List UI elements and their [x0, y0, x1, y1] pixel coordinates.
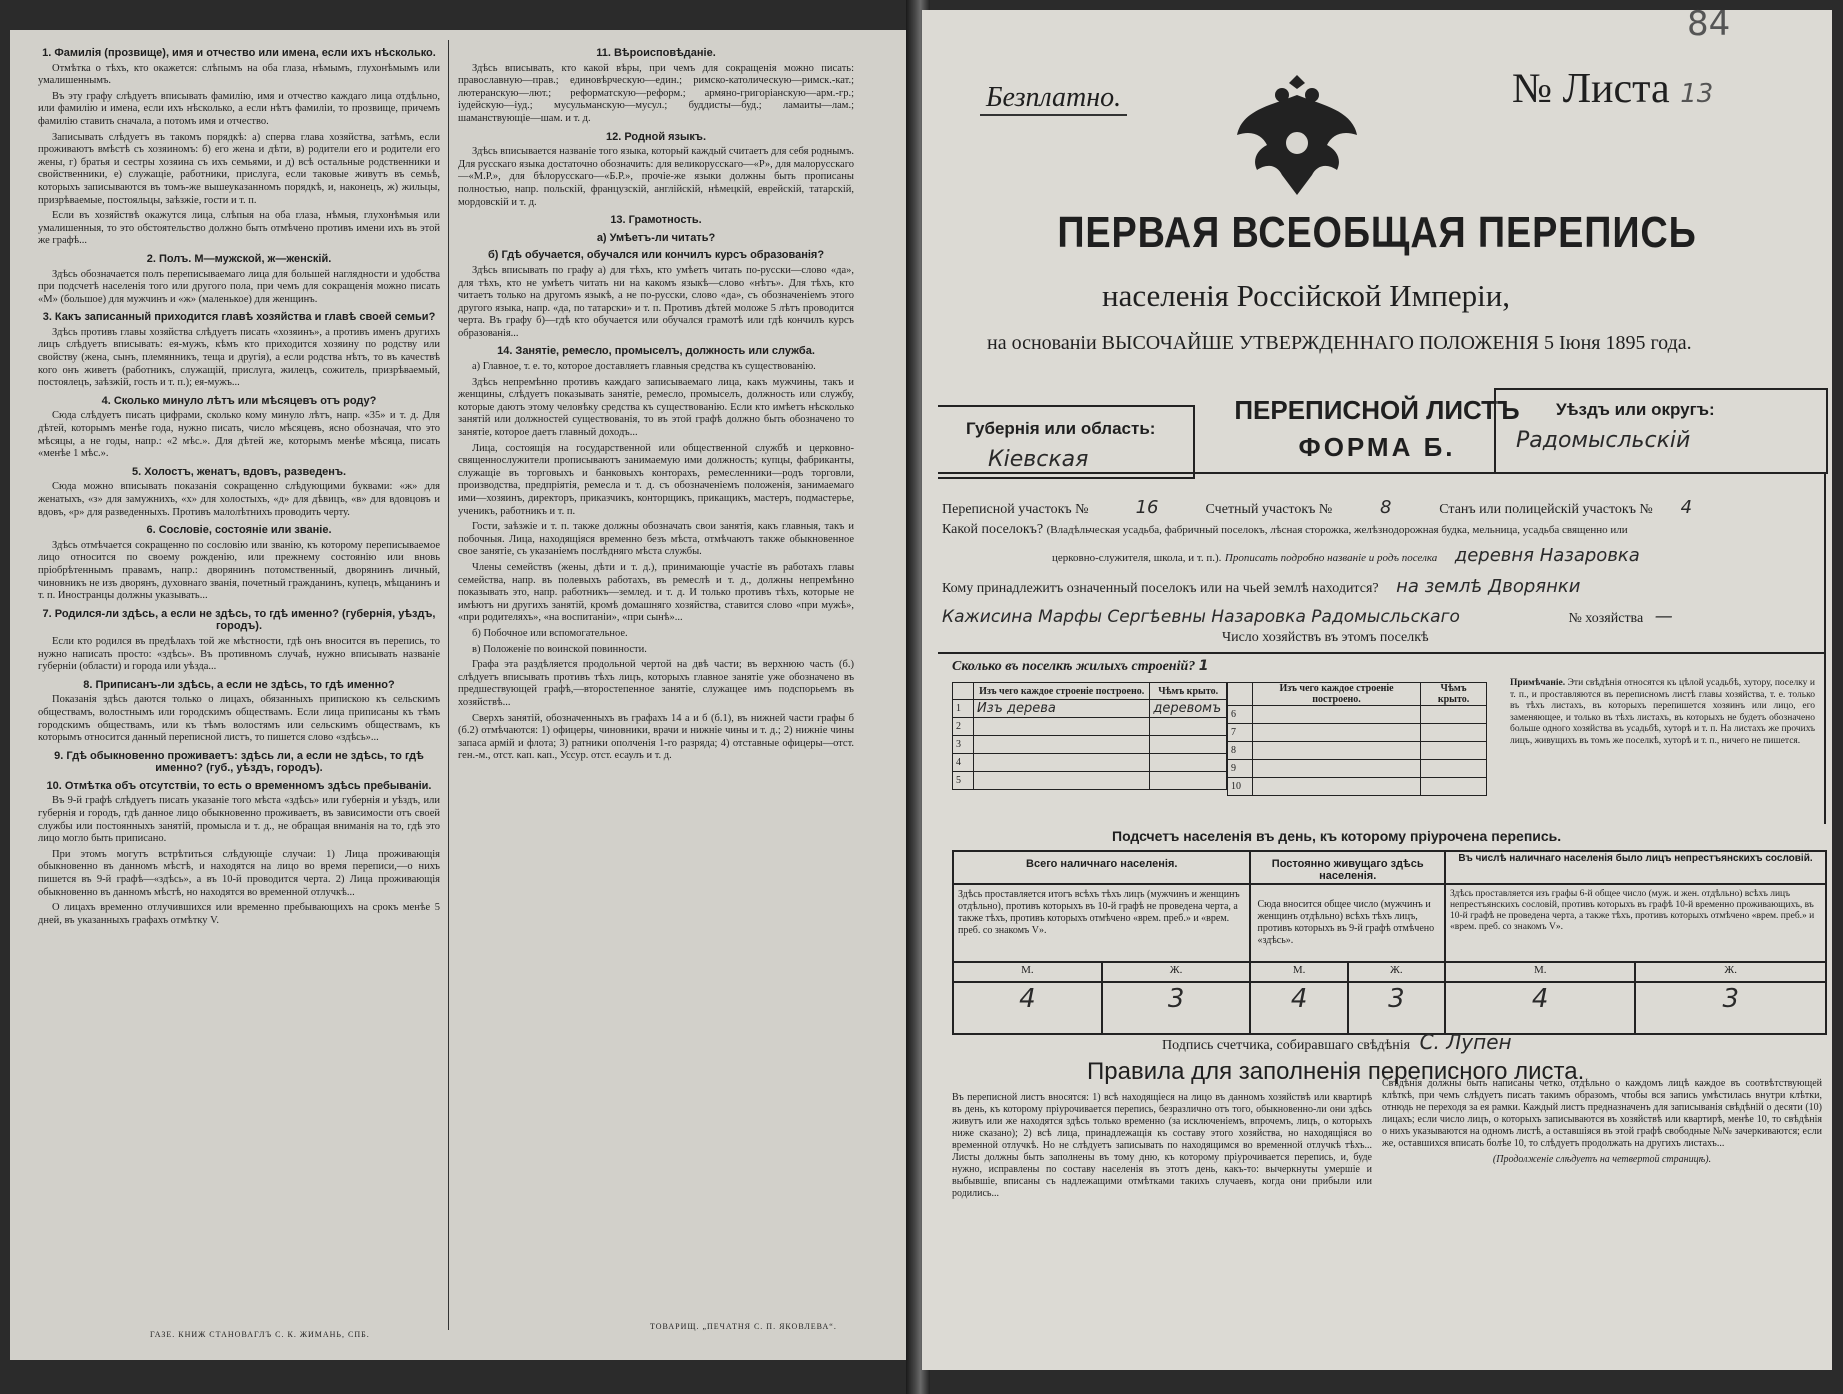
building-roof: [1150, 736, 1227, 754]
column-divider: [448, 40, 449, 1330]
instruction-paragraph: Сюда слѣдуетъ писать цифрами, сколько кому минуло лѣтъ, напр. «35» и т. д. Для дѣтей, которымъ менѣе года, нужно писать, число мѣсяцевъ, ясно обозначая, что это мѣсяцы, а не годы, напр.: «2 мѣс.». Для дѣтей же, которымъ менѣе мѣсяца, писать «менѣе 1 мѣс.».: [38, 410, 440, 460]
signature-label: Подпись счетчика, собиравшаго свѣдѣнія: [1162, 1038, 1411, 1053]
settlement-note: (Владѣльческая усадьба, фабричный поселокъ, лѣсная сторожка, желѣзнодорожная будка, мельница, усадьба священно или: [1046, 524, 1628, 536]
rules-right-column: [1382, 1078, 1822, 1348]
section-heading: 6. Сословіе, состояніе или званіе.: [146, 524, 332, 537]
roof-header: Чѣмъ крыто.: [1150, 683, 1227, 700]
building-number: 3: [953, 736, 974, 754]
instruction-paragraph: Лица, состоящія на государственной или общественной службѣ и церковно-священнослужители прописываютъ занимаемую ими должность; купцы, фабриканты, служащіе въ торговыхъ и банковыхъ конторахъ, ремесленники—родъ торговли, производства, предпріятія, ремесла и т. д. съ обозначеніемъ положенія, занимаемаго ими—хозяинъ, директоръ, приказчикъ, конторщикъ, прикащикъ, мастеръ, подмастерье, ученикъ, работникъ и т. п.: [458, 442, 854, 517]
instruction-paragraph: Здѣсь вписывать по графу а) для тѣхъ, кто умѣетъ читать по-русски—слово «да», для тѣхъ, кто не умѣетъ читать ни на какомъ языкѣ—слово «нѣтъ». Для тѣхъ, кто читаетъ только на другомъ языкѣ, а не по-русски, слово «да», съ обозначеніемъ этого другого языка, напр. «да, по татарски» и т. п. Противъ дѣтей моложе 5 лѣтъ проводится черта. Въ графу б)—гдѣ кто обучается или обучался грамотѣ или гдѣ кончилъ курсъ образованія...: [458, 264, 854, 339]
printer-footer-right: ТОВАРИЩ. „ПЕЧАТНЯ С. П. ЯКОВЛЕВА“.: [650, 1322, 837, 1331]
building-number: 5: [953, 772, 974, 790]
census-basis: на основаніи ВЫСОЧАЙШЕ УТВЕРЖДЕННАГО ПОЛОЖЕНІЯ 5 Іюня 1895 года.: [987, 332, 1692, 354]
building-number: 4: [953, 754, 974, 772]
households-count-label: Число хозяйствъ въ этомъ поселкѣ: [1222, 630, 1429, 645]
section-heading: 14. Занятіе, ремесло, промыселъ, должность или служба.: [497, 345, 815, 358]
nonpeasant-m-value: 4: [1445, 982, 1635, 1034]
instruction-paragraph: Здѣсь вписывать, кто какой вѣры, при чемъ для сокращенія можно писать: православную—прав.; единовѣрческую—един.; римско-католическую—римск.-кат.; лютеранскую—лют.; реформатскую—реформ.; армяно-григоріанскую—арм.-гр.; іудейскую—іуд.; мусульманскую—мусул.; буддисты—буд.; ламаиты—лам.; шаманствующіе—шам. и т. д.: [458, 62, 854, 124]
household-no-value: —: [1654, 606, 1673, 627]
census-district-label: Переписной участокъ №: [942, 502, 1089, 517]
instructions-column-1: [38, 42, 440, 1312]
instruction-paragraph: Здѣсь противъ главы хозяйства слѣдуетъ писать «хозяинъ», а противъ именъ другихъ лицъ слѣдуетъ вписывать: ея-мужъ, кѣмъ кто приходится хозяину по родству или свойству (жена, сынъ, племянникъ, теща и другія), а если родства нѣтъ, то въ качествѣ кого онъ живетъ (работникъ, служащій, прислуга, жилецъ, сожитель, призрѣваемый, постоялецъ, заѣзжій, гость и т. п.); ея-мужъ...: [38, 326, 440, 389]
building-material: [974, 736, 1150, 754]
police-district-value: 4: [1680, 497, 1693, 518]
location-row-5: [1222, 630, 1429, 646]
sheet-number: [1512, 65, 1713, 113]
building-number: 10: [1228, 778, 1253, 796]
nonpeasant-m-label: М.: [1445, 962, 1635, 982]
instruction-paragraph: Если въ хозяйствѣ окажутся лица, слѣпыя на оба глаза, нѣмыя, глухонѣмыя или умалишенныя, то это обстоятельство должно быть отмѣчено противъ имени ихъ въ этой же графѣ...: [38, 210, 440, 247]
uezd-box: [1494, 388, 1828, 474]
total-present-desc: Здѣсь проставляется итогъ всѣхъ тѣхъ лицъ (мужчинъ и женщинъ отдѣльно), противъ которыхъ въ 10-й графѣ не проведена черта, а также тѣхъ, противъ которыхъ отмѣчено «врем. преб.» и «врем. преб. со знакомъ V».: [953, 884, 1250, 962]
rules-title: Правила для заполненія переписного листа.: [1087, 1058, 1585, 1085]
instruction-paragraph: б) Побочное или вспомогательное.: [472, 627, 628, 639]
building-roof: [1150, 772, 1227, 790]
building-number: 6: [1228, 706, 1253, 724]
perm-zh-label: Ж.: [1348, 962, 1445, 982]
section-heading: 3. Какъ записанный приходится главѣ хозяйства и главѣ своей семьи?: [42, 311, 436, 324]
rules-right-text: Свѣдѣнія должны быть написаны четко, отдѣльно о каждомъ лицѣ каждое въ соотвѣтствующей клѣткѣ, при чемъ слѣдуетъ писать такимъ образомъ, чтобы вся запись умѣстилась внутри клѣтки, отнюдь не переходя за ея рамки. Каждый листъ предназначенъ для записыванія свѣдѣній о десяти (10) лицахъ; если число лицъ, о которыхъ записываются въ хозяйствѣ или квартирѣ, менѣе 10, то свѣдѣнія о нихъ указываются на одномъ листѣ, а оставшіяся въ этой графѣ свободные №№ зачеркиваются; если же, оставшихся вписать болѣе 10, то слѣдуетъ продолжать на другихъ листахъ...: [1382, 1078, 1822, 1149]
instruction-paragraph: в) Положеніе по воинской повинности.: [472, 643, 647, 655]
buildings-question: [952, 658, 1209, 675]
section-heading: 7. Родился-ли здѣсь, а если не здѣсь, то гдѣ именно? (губернія, уѣздъ, городъ).: [42, 607, 436, 633]
counting-district-value: 8: [1380, 497, 1392, 518]
buildings-note: [1510, 678, 1815, 747]
perm-zh-value: 3: [1348, 982, 1445, 1034]
signature-row: [1162, 1030, 1512, 1054]
instruction-paragraph: Здѣсь обозначается полъ переписываемаго лица для большей наглядности и удобства при подсчетѣ населенія того или другого пола, при чемъ для сокращенія можно писать «М» (большое) для мужчинъ и «ж» (маленькое) для женщинъ.: [38, 268, 440, 305]
building-material: [1253, 742, 1421, 760]
settlement-note-2: церковно-служителя, школа, и т. п.).: [1052, 552, 1222, 564]
owner-label: Кому принадлежитъ означенный поселокъ или на чьей землѣ находится?: [942, 581, 1379, 596]
note-title: Примѣчаніе.: [1510, 678, 1566, 688]
owner-value-2: Кажисина Марфы Сергѣевны Назаровка Радомысльскаго: [942, 607, 1460, 627]
uezd-value: Радомысльскій: [1516, 428, 1691, 453]
permanent-desc: Сюда вносится общее число (мужчинъ и женщинъ отдѣльно) всѣхъ тѣхъ лицъ, противъ которыхъ въ 9-й графѣ отмѣчено «здѣсь».: [1250, 884, 1445, 962]
sheet-number-value: 13: [1680, 79, 1714, 109]
sheet-title: ПЕРЕПИСНОЙ ЛИСТЪ: [1234, 395, 1520, 425]
location-row-4: [942, 606, 1673, 627]
archive-page-number: 84: [1687, 4, 1731, 44]
section-heading: 11. Вѣроисповѣданіе.: [596, 47, 716, 59]
material-header: Изъ чего каждое строеніе построено.: [974, 683, 1150, 700]
building-row: [1228, 724, 1487, 742]
instruction-paragraph: Сюда можно вписывать показанія сокращенно слѣдующими буквами: «ж» для женатыхъ, «з» для замужнихъ, «х» для холостыхъ, «д» для дѣвицъ, «в» для вдовцовъ и вдовъ, «р» для разведенныхъ. Противъ малолѣтнихъ проводить черту.: [38, 481, 440, 518]
material-header-2: Изъ чего каждое строеніе построено.: [1253, 683, 1421, 706]
instruction-paragraph: Записывать слѣдуетъ въ такомъ порядкѣ: а) сперва глава хозяйства, затѣмъ, если проживаютъ вмѣстѣ съ хозяиномъ: б) его жена и дѣти, в) родители его и родители его жены, г) братья и сестры хозяина съ ихъ семьями, и д) всѣ остальные родственники и свойственники, е) служащіе, работники, прислуга, если таковые живутъ въ семьѣ, которыхъ записываются въ томъ-же вышеуказанномъ порядкѣ, и, наконецъ, ж) жильцы, призрѣваемые, постояльцы, заѣзжіе, гости и т. п.: [38, 131, 440, 206]
census-district-value: 16: [1135, 497, 1159, 518]
building-row: [1228, 742, 1487, 760]
nonpeasant-zh-label: Ж.: [1635, 962, 1826, 982]
building-material: [974, 718, 1150, 736]
rules-continue: (Продолженіе слѣдуетъ на четвертой страницѣ).: [1492, 1154, 1712, 1165]
total-m-value: 4: [953, 982, 1102, 1034]
building-row: [953, 700, 1227, 718]
rules-left-column: Въ переписной листъ вносятся: 1) всѣ находящіеся на лицо въ данномъ хозяйствѣ или квартирѣ въ день, къ которому пріурочивается перепись, безразлично отъ того, обыкновенно-ли они здѣсь живутъ или же находятся здѣсь только временно (за исключеніемъ, впрочемъ, лицъ, о которыхъ ниже сказано); 2) всѣ лица, принадлежащія къ составу этого хозяйства, но находящіяся во временной отлучкѣ. Но не слѣдуетъ записывать по находящимся во временной отлучкѣ тѣхъ... Листы должны быть заполнены въ тому дню, къ которому пріурочивается перепись, и, буде нужно, исправлены по составу населенія въ этотъ день, какъ-то: вычеркнуты умершіе и выбывшіе, вписаны съ надлежащими отмѣтками такихъ случаевъ, когда они прибыли или родились...: [952, 1092, 1372, 1199]
building-number: 2: [953, 718, 974, 736]
building-roof: [1421, 724, 1487, 742]
population-count-table: [952, 850, 1827, 1035]
permanent-header: Постоянно живущаго здѣсь населенія.: [1250, 851, 1445, 884]
signature-value: С. Лупен: [1419, 1030, 1512, 1054]
instruction-paragraph: Отмѣтка о тѣхъ, кто окажется: слѣпымъ на оба глаза, нѣмымъ, глухонѣмымъ или умалишеннымъ.: [38, 62, 440, 87]
count-title: Подсчетъ населенія въ день, къ которому пріурочена перепись.: [1112, 828, 1562, 844]
instruction-paragraph: Если кто родился въ предѣлахъ той же мѣстности, гдѣ онъ вносится въ перепись, то нужно написать просто: «здѣсь». Въ противномъ случаѣ, нужно вписывать названіе губерніи (области) и города или уѣзда...: [38, 635, 440, 673]
census-title: ПЕРВАЯ ВСЕОБЩАЯ ПЕРЕПИСЬ: [1057, 208, 1697, 257]
section-heading: 4. Сколько минуло лѣтъ или мѣсяцевъ отъ роду?: [101, 394, 377, 407]
building-material: Изъ дерева: [974, 700, 1150, 718]
roof-header-2: Чѣмъ крыто.: [1421, 683, 1487, 706]
total-present-header: Всего наличнаго населенія.: [953, 851, 1250, 884]
total-zh-value: 3: [1102, 982, 1251, 1034]
non-peasant-desc: Здѣсь проставляется изъ графы 6-й общее число (муж. и жен. отдѣльно) всѣхъ лицъ непрестъянскихъ сословій, противъ которыхъ въ графѣ 10-й временно проживающихъ, въ 10-й графѣ не проведена черта, а также тѣхъ, противъ которыхъ отмѣчено «врем. преб.» и «врем. преб. со знакомъ V».: [1445, 884, 1826, 962]
building-roof: [1421, 706, 1487, 724]
building-row: [953, 718, 1227, 736]
instruction-paragraph: Показанія здѣсь даются только о лицахъ, обязанныхъ припискою къ сельскимъ обществамъ, волостнымъ или городскимъ обществамъ. Если лица приписаны къ тѣмъ городскимъ обществамъ, или къ тѣмъ волостямъ или сельскимъ обществамъ, къ которымъ относится данный переписной листъ, то пишется слово «здѣсь»...: [38, 694, 440, 744]
building-roof: [1421, 760, 1487, 778]
section-heading: 12. Родной языкъ.: [605, 130, 706, 143]
section-heading: 9. Гдѣ обыкновенно проживаетъ: здѣсь ли, а если не здѣсь, то гдѣ именно? (губ., уѣздъ, городъ).: [54, 749, 424, 775]
section-heading: 8. Приписанъ-ли здѣсь, а если не здѣсь, то гдѣ именно?: [83, 678, 395, 691]
household-no-label: № хозяйства: [1568, 611, 1644, 626]
form-title: ФОРМА Б.: [1298, 432, 1456, 462]
uezd-label: Уѣздъ или округъ:: [1556, 400, 1715, 419]
instruction-paragraph: а) Главное, т. е. то, которое доставляетъ главныя средства къ существованію.: [472, 361, 816, 373]
buildings-table-left: [952, 682, 1227, 790]
building-roof: [1421, 778, 1487, 796]
imperial-eagle-emblem: [1232, 65, 1362, 205]
building-material: [1253, 706, 1421, 724]
census-form-page: [922, 10, 1832, 1370]
building-row: [1228, 778, 1487, 796]
perm-m-label: М.: [1250, 962, 1347, 982]
building-row: [953, 754, 1227, 772]
building-roof: деревомъ: [1150, 700, 1227, 718]
building-row: [1228, 760, 1487, 778]
police-district-label: Станъ или полицейскій участокъ №: [1439, 502, 1653, 517]
instruction-paragraph: Въ эту графу слѣдуетъ вписывать фамилію, имя и отчество каждаго лица отдѣльно, или фамилію и имена, если ихъ нѣсколько, а если нѣтъ фамиліи, то прозвище, причемъ фамилію ставить сначала, а потомъ имя и отчество.: [38, 90, 440, 127]
building-number: 7: [1228, 724, 1253, 742]
perm-m-value: 4: [1250, 982, 1347, 1034]
buildings-table-right: [1227, 682, 1487, 796]
location-row-2: [942, 522, 1628, 538]
instruction-paragraph: Графа эта раздѣляется продольной чертой на двѣ части; въ верхнюю часть (б.) слѣдуетъ вписывать противъ тѣхъ лицъ, которыхъ главное занятіе уже обозначено въ предшествующей графѣ,—второстепенное занятіе, служащее имъ подспорьемъ въ хозяйствѣ...: [458, 659, 854, 708]
instruction-paragraph: Здѣсь вписывается названіе того языка, который каждый считаетъ для себя роднымъ. Для русскаго языка достаточно обозначить: для великорусскаго—«Р», для малорусскаго—«М.Р.», для бѣлорусскаго—«Б.Р.», прочіе-же языки должны быть прописаны полностью, напр. польскій, французскій, англійскій, нѣмецкій, еврейскій, татарскій, мордовскій и т. д.: [458, 146, 854, 208]
section-heading: а) Умѣетъ-ли читать?: [596, 231, 716, 244]
nonpeasant-zh-value: 3: [1635, 982, 1826, 1034]
instruction-paragraph: Въ 9-й графѣ слѣдуетъ писать указаніе того мѣста «здѣсь» или губернія и уѣздъ, или губернія и городъ, гдѣ данное лицо обыкновенно проживаетъ, въ зависимости отъ своей службы или постоянныхъ занятій, промысла и т. д., не обращая вниманія на то, гдѣ это лицо могло быть приписано.: [38, 795, 440, 845]
section-heading: 10. Отмѣтка объ отсутствіи, то есть о временномъ здѣсь пребываніи.: [46, 779, 432, 792]
gubernia-label: Губернія или область:: [966, 419, 1156, 438]
gubernia-box: [938, 405, 1195, 479]
building-number: 8: [1228, 742, 1253, 760]
buildings-label: Сколько въ поселкѣ жилыхъ строеній?: [952, 659, 1196, 674]
instructions-column-2: [458, 42, 854, 1312]
instruction-paragraph: Гости, заѣзжіе и т. п. также должны обозначать свои занятія, какъ главныя, такъ и побочныя. Лица, находящіяся временно безъ мѣста, отмѣчаютъ также обыкновенное свое занятіе, съ указаніемъ послѣдняго мѣста службы.: [458, 521, 854, 558]
location-row-3: [942, 576, 1580, 597]
non-peasant-header: Въ числѣ наличнаго населенія было лицъ непрестъянскихъ сословій.: [1445, 851, 1826, 884]
instruction-paragraph: О лицахъ временно отлучившихся или временно пребывающихъ на срокъ менѣе 5 дней, въ указанныхъ графахъ отмѣтку V.: [38, 902, 440, 926]
sheet-number-label: № Листа: [1512, 66, 1670, 112]
settlement-label: Какой поселокъ?: [942, 522, 1044, 537]
instruction-paragraph: Сверхъ занятій, обозначенныхъ въ графахъ 14 а и б (б.1), въ нижней части графы б (б.2) отмѣчаются: 1) офицеры, чиновники, врачи и нижніе чины и т. д.; 2) нижніе чины запаса армій и флота; 3) ратники ополченія 1-го разряда; 4) отставные офицеры—отст. ген.-м., отст. кап. кап., Уссур. отст. есаулъ и т. д.: [458, 712, 854, 762]
total-m-label: М.: [953, 962, 1102, 982]
census-subtitle: населенія Россійской Имперіи,: [1102, 278, 1511, 313]
gubernia-value: Кіевская: [988, 447, 1089, 472]
building-number: 9: [1228, 760, 1253, 778]
counting-district-label: Счетный участокъ №: [1205, 502, 1333, 517]
section-heading: 1. Фамилія (прозвище), имя и отчество или имена, если ихъ нѣсколько.: [42, 47, 436, 59]
section-heading: 2. Полъ. М—мужской, ж—женскій.: [146, 252, 332, 265]
location-row-2b: [1052, 545, 1640, 566]
building-row: [953, 736, 1227, 754]
section-heading: 5. Холостъ, женатъ, вдовъ, разведенъ.: [131, 465, 347, 478]
building-row: [1228, 706, 1487, 724]
building-material: [1253, 724, 1421, 742]
section-heading: б) Гдѣ обучается, обучался или кончилъ курсъ образованія?: [487, 249, 825, 262]
buildings-value: 1: [1198, 658, 1209, 674]
note-text: Эти свѣдѣнія относятся къ цѣлой усадьбѣ, хутору, поселку и т. п., и проставляются въ переписномъ листѣ главы хозяйства, т. е. только въ тѣхъ листахъ, въ которыхъ перепишется хозяинъ или лицо, его заменяющее, и только въ тѣхъ листахъ, въ которыхъ не будетъ обозначено больше одного хозяйства въ усадьбѣ, хуторѣ и т. п. На листахъ же прочихъ лицъ, живущихъ въ томъ же поселкѣ, хуторѣ и т. п., ничего не пишется.: [1510, 678, 1816, 746]
building-roof: [1150, 754, 1227, 772]
building-roof: [1421, 742, 1487, 760]
settlement-value: деревня Назаровка: [1454, 545, 1640, 566]
building-material: [974, 772, 1150, 790]
total-zh-label: Ж.: [1102, 962, 1251, 982]
free-label: Безплатно.: [980, 82, 1127, 116]
building-material: [1253, 760, 1421, 778]
building-material: [974, 754, 1150, 772]
left-page: [10, 30, 915, 1360]
section-heading: 13. Грамотность.: [610, 214, 702, 227]
instruction-paragraph: Члены семействъ (жены, дѣти и т. д.), принимающіе участіе въ работахъ главы семейства, напр. въ полевыхъ работахъ, въ ремеслѣ и т. д., должны непремѣнно показывать это, напр. работникъ—землед. и т. д. И только противъ тѣхъ, которые не имѣютъ ни другихъ занятій, кромѣ домашняго хозяйства, ставится слово «при мужѣ», «при родителяхъ», «на воспитаніи», «при сынѣ»...: [458, 561, 854, 624]
printer-footer-left: ГАЗЕ. КНИЖ СТАНОВАГЛЪ С. К. ЖИМАНЬ, СПБ.: [150, 1330, 370, 1339]
instruction-paragraph: Здѣсь отмѣчается сокращенно по сословію или званію, къ которому переписываемое лицо относится по своему рожденію, или прежнему состоянію или вновь пріобрѣтеннымъ правамъ, напр.: дворянинъ потомственный, дворянинъ личный, чиновникъ не изъ дворянъ, духовнаго званія, почетный гражданинъ, купецъ, мѣщанинъ и т. п. Иностранцы должны указывать...: [38, 539, 440, 602]
settlement-instruction: Прописать подробно названіе и родъ поселка: [1224, 552, 1438, 564]
building-material: [1253, 778, 1421, 796]
building-roof: [1150, 718, 1227, 736]
owner-value: на землѣ Дворянки: [1396, 576, 1581, 597]
building-number: 1: [953, 700, 974, 718]
location-row-1: [942, 497, 1716, 518]
instruction-paragraph: Здѣсь непремѣнно противъ каждаго записываемаго лица, какъ мужчины, такъ и женщины, слѣдуетъ показывать занятіе, ремесло, промыселъ, должность или службу, которые даютъ этому человѣку средства къ существованію. Если кто имѣетъ нѣсколько занятій или должностей существованія, то въ этой графѣ должно быть обозначено то занятіе, которое даетъ главный доходъ...: [458, 376, 854, 439]
instruction-paragraph: При этомъ могутъ встрѣтиться слѣдующіе случаи: 1) Лица проживающія обыкновенно въ данномъ мѣстѣ, и находятся на лицо во время переписи,—о нихъ пишется въ 9-й графѣ—«здѣсь», а въ 10-й проводится черта. 2) Лица проживающія обыкновенно въ данномъ мѣстѣ, но находятся во временной отлучкѣ...: [38, 848, 440, 898]
building-row: [953, 772, 1227, 790]
